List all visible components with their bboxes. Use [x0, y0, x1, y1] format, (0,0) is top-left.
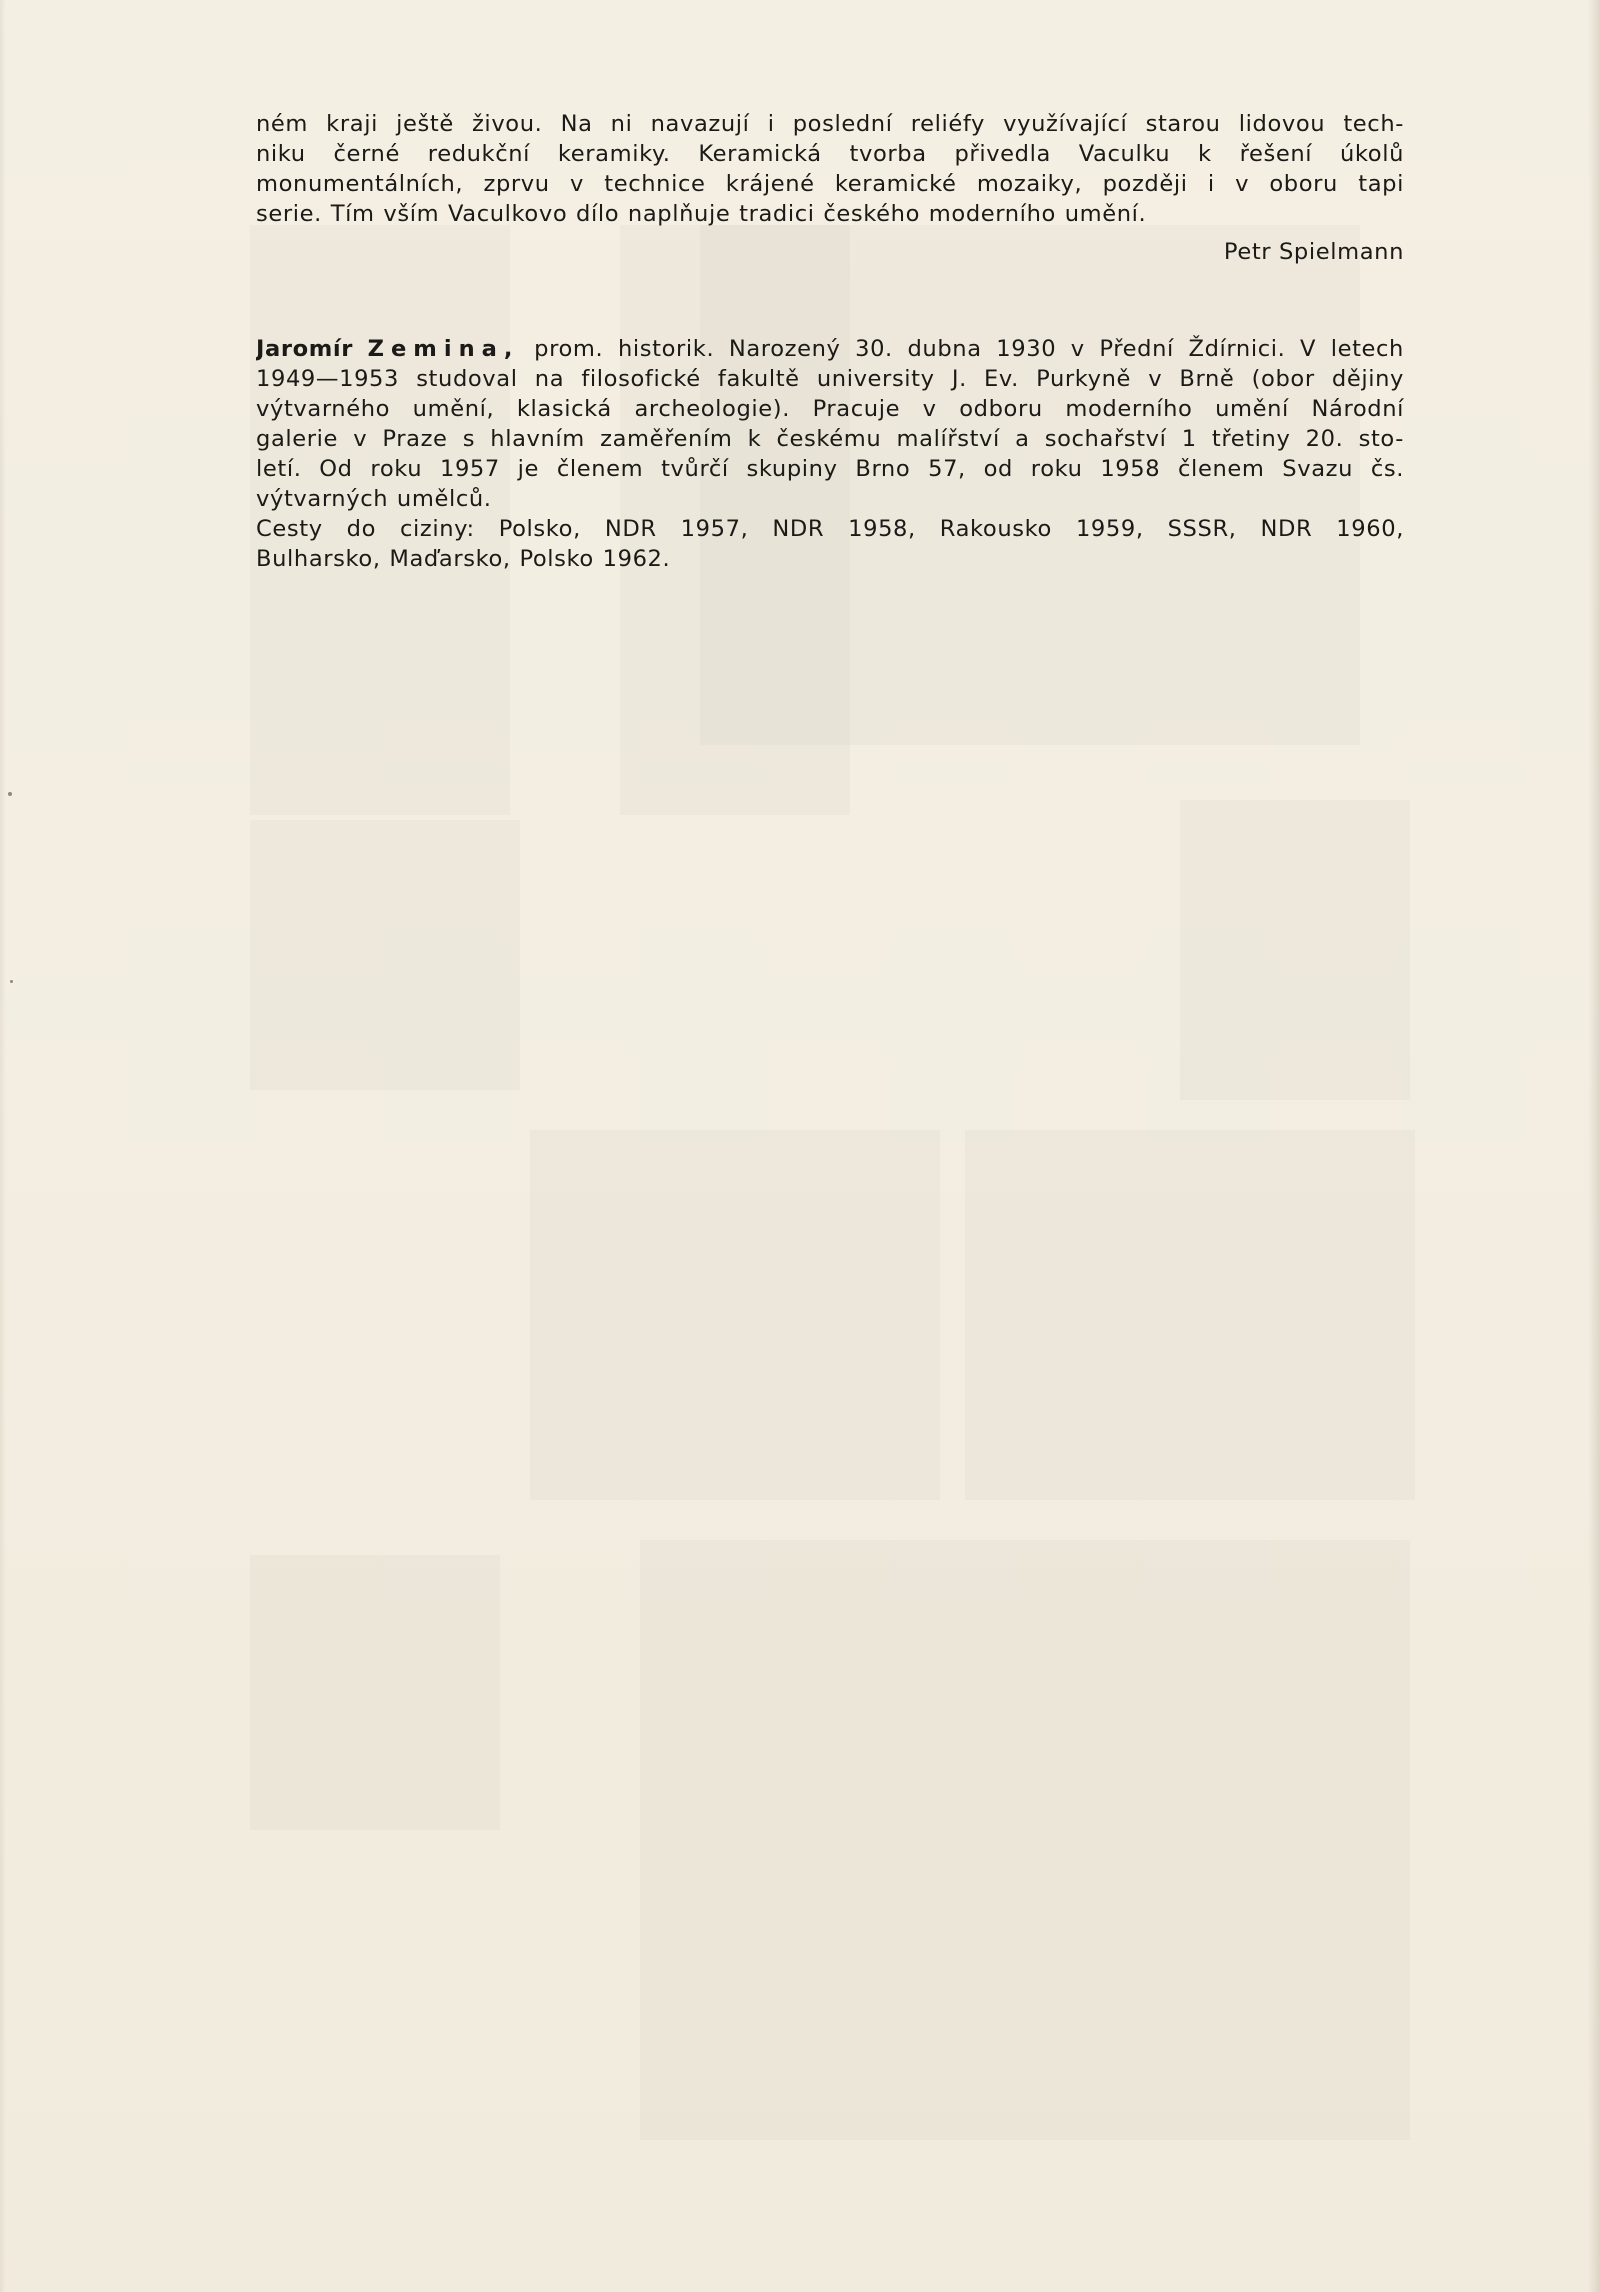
essay-ending-paragraph	[256, 109, 1404, 229]
paper-speck	[10, 980, 13, 983]
biography-line: 1949—1953 studoval na filosofické fakultě university J. Ev. Purkyně v Brně (obor dějiny	[256, 366, 1404, 392]
biography-line: galerie v Praze s hlavním zaměřením k českému malířství a sochařství 1 třetiny 20. sto-	[256, 426, 1404, 452]
paper-speck	[8, 792, 12, 796]
biography-first-name: Jaromír	[256, 336, 353, 362]
biography-line	[256, 334, 1404, 364]
biography-line-rest: prom. historik. Narozený 30. dubna 1930 v Přední Ždírnici. V letech	[534, 336, 1404, 362]
show-through-block	[640, 1540, 1410, 2140]
essay-line: ném kraji ještě živou. Na ni navazují i poslední reliéfy využívající starou lidovou tech-	[256, 111, 1404, 137]
essay-line: monumentálních, zprvu v technice krájené keramické mozaiky, později i v oboru tapi	[256, 171, 1404, 197]
biography-line: výtvarného umění, klasická archeologie). Pracuje v odboru moderního umění Národní	[256, 396, 1404, 422]
show-through-block	[965, 1130, 1415, 1500]
travel-line: Bulharsko, Maďarsko, Polsko 1962.	[256, 546, 671, 572]
essay-line: niku černé redukční keramiky. Keramická tvorba přivedla Vaculku k řešení úkolů	[256, 141, 1404, 167]
show-through-block	[250, 820, 520, 1090]
page-left-edge	[0, 0, 6, 2292]
biography-line: výtvarných umělců.	[256, 486, 492, 512]
biography-line: letí. Od roku 1957 je členem tvůrčí skupiny Brno 57, od roku 1958 členem Svazu čs.	[256, 456, 1404, 482]
biography-surname: Zemina,	[367, 336, 520, 362]
show-through-block	[1180, 800, 1410, 1100]
show-through-block	[530, 1130, 940, 1500]
show-through-block	[250, 1555, 500, 1830]
essay-line: serie. Tím vším Vaculkovo dílo naplňuje tradici českého moderního umění.	[256, 201, 1147, 227]
travel-line: Cesty do ciziny: Polsko, NDR 1957, NDR 1958, Rakousko 1959, SSSR, NDR 1960,	[256, 516, 1404, 542]
essay-author-signature: Petr Spielmann	[1223, 239, 1404, 265]
biography-paragraph	[256, 334, 1404, 574]
page-right-edge	[1588, 0, 1600, 2292]
